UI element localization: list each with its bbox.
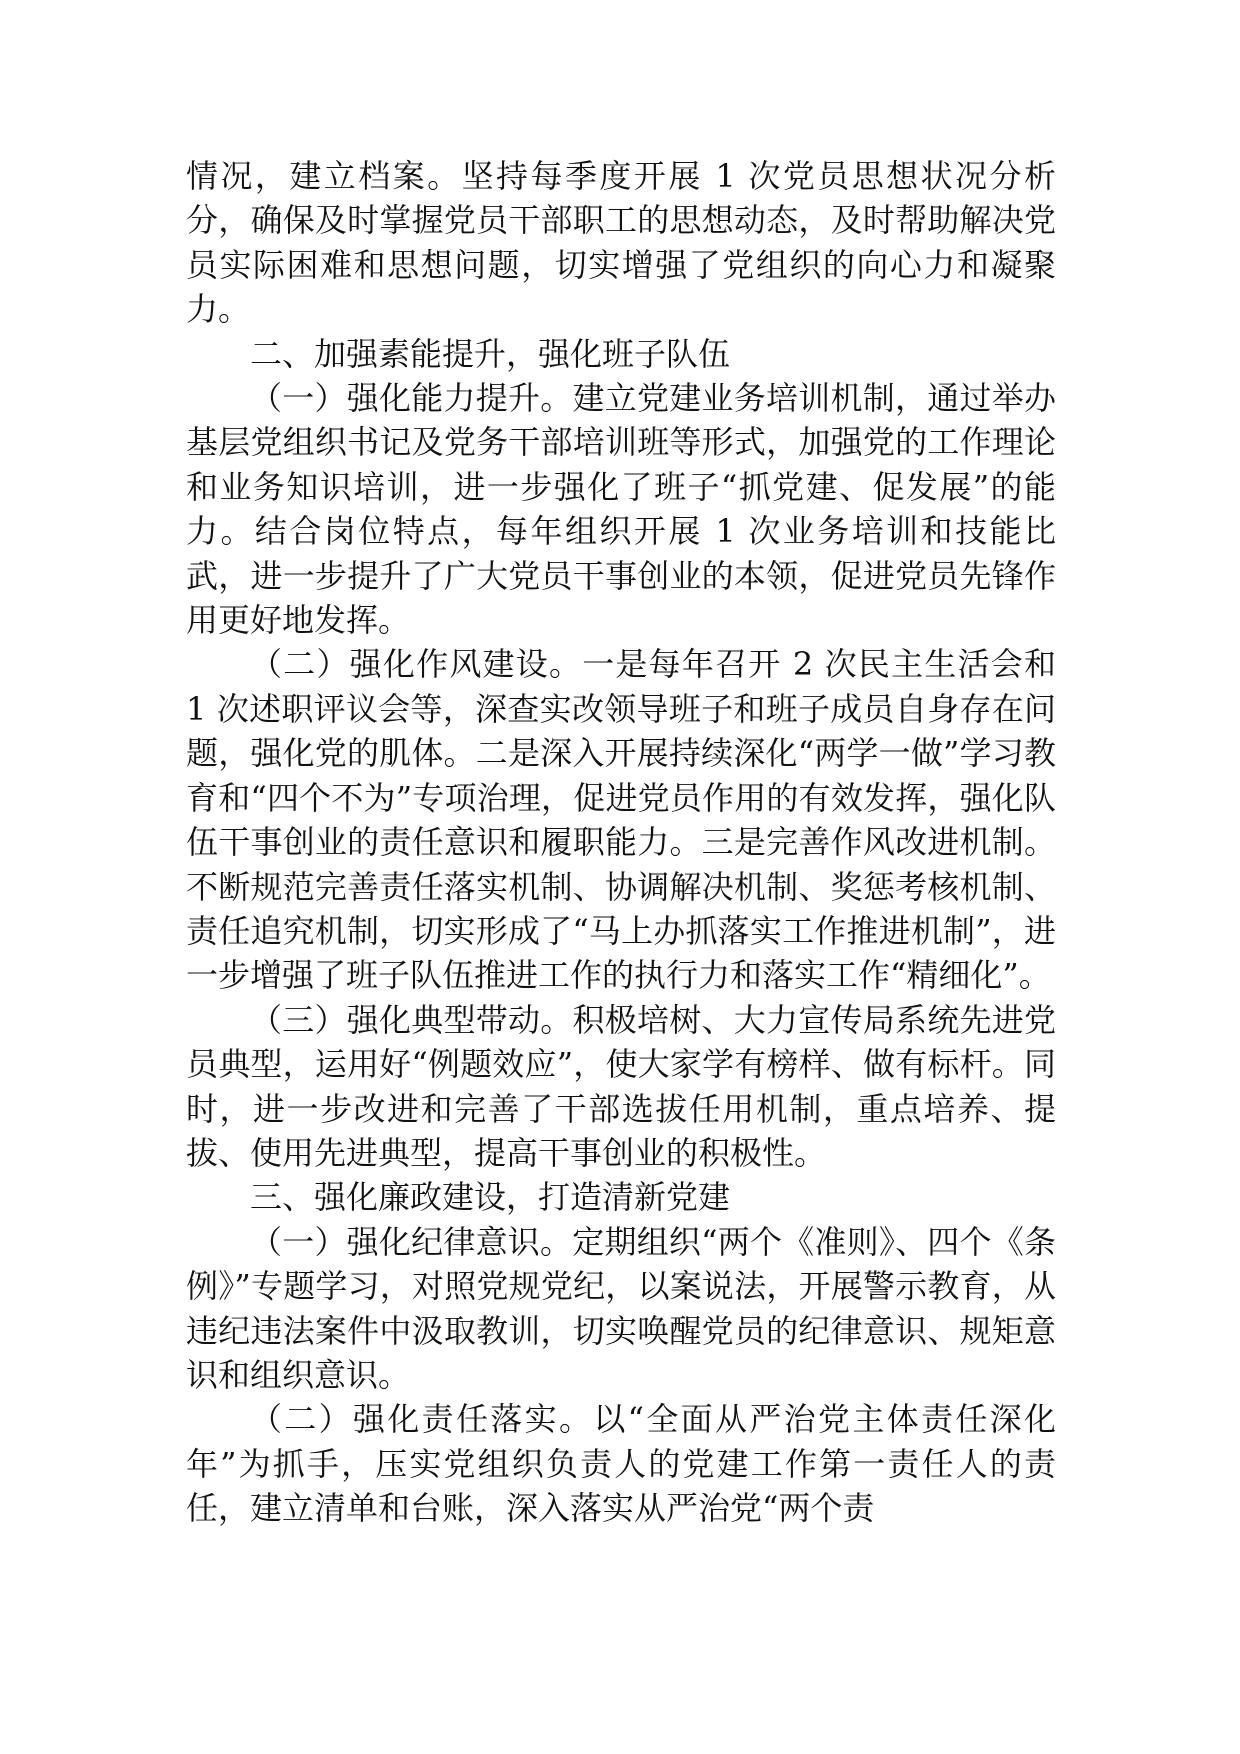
- section-heading-3: 三、强化廉政建设，打造清新党建: [250, 1178, 731, 1217]
- paragraph-capability-improvement: （一）强化能力提升。建立党建业务培训机制，通过举办基层党组织书记及党务干部培训班等形式，加强党的工作理论和业务知识培训，进一步强化了班子“抓党建、促发展”的能力。结合岗位特点，每年组织开展 1 次业务培训和技能比武，进一步提升了广大党员干事创业的本领，促进党员先锋作用更好地发挥。: [186, 379, 1056, 640]
- paragraph-continuation: 情况，建立档案。坚持每季度开展 1 次党员思想状况分析分，确保及时掌握党员干部职工的思想动态，及时帮助解决党员实际困难和思想问题，切实增强了党组织的向心力和凝聚力。: [186, 157, 1056, 329]
- paragraph-discipline-awareness: （一）强化纪律意识。定期组织“两个《准则》、四个《条例》”专题学习，对照党规党纪，以案说法，开展警示教育，从违纪违法案件中汲取教训，切实唤醒党员的纪律意识、规矩意识和组织意识。: [186, 1222, 1056, 1394]
- section-heading-2: 二、加强素能提升，强化班子队伍: [250, 334, 731, 373]
- document-body: [186, 154, 1056, 1531]
- paragraph-work-style: （二）强化作风建设。一是每年召开 2 次民主生活会和 1 次述职评议会等，深查实改领导班子和班子成员自身存在问题，强化党的肌体。二是深入开展持续深化“两学一做”学习教育和“四个不为”专项治理，促进党员作用的有效发挥，强化队伍干事创业的责任意识和履职能力。三是完善作风改进机制。不断规范完善责任落实机制、协调解决机制、奖惩考核机制、责任追究机制，切实形成了“马上办抓落实工作推进机制”，进一步增强了班子队伍推进工作的执行力和落实工作“精细化”。: [186, 645, 1056, 995]
- paragraph-role-models: （三）强化典型带动。积极培树、大力宣传局系统先进党员典型，运用好“例题效应”，使大家学有榜样、做有标杆。同时，进一步改进和完善了干部选拔任用机制，重点培养、提拔、使用先进典型，提高干事创业的积极性。: [186, 1000, 1056, 1172]
- paragraph-responsibility: （二）强化责任落实。以“全面从严治党主体责任深化年”为抓手，压实党组织负责人的党建工作第一责任人的责任，建立清单和台账，深入落实从严治党“两个责: [186, 1400, 1056, 1528]
